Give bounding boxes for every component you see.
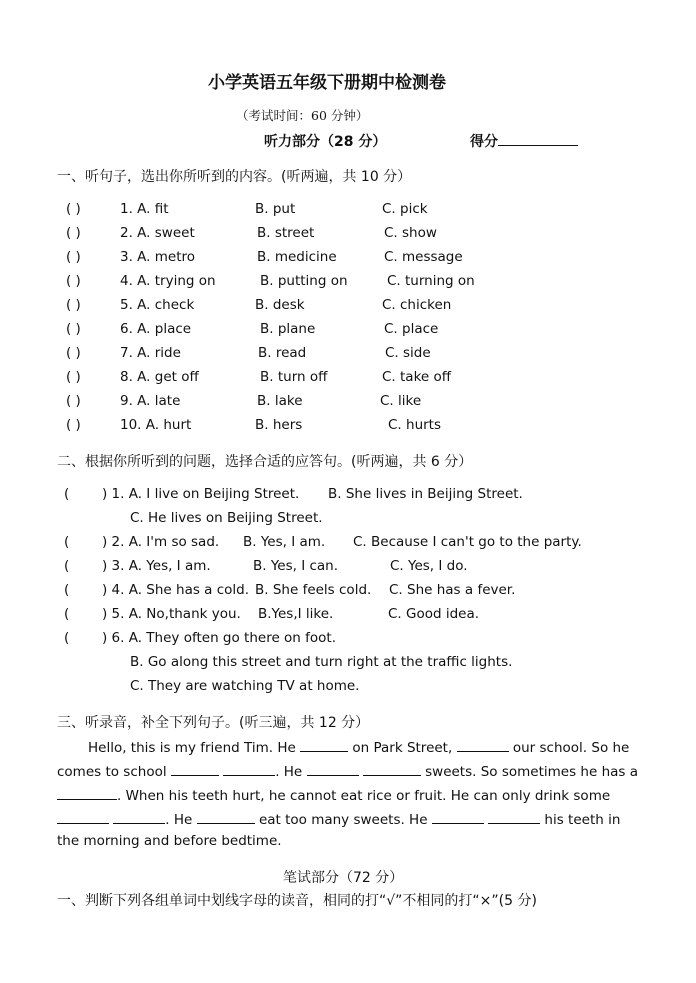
option-c: C. He lives on Beijing Street. bbox=[130, 510, 323, 526]
option-a: 10. A. hurt bbox=[120, 417, 192, 433]
blank-5[interactable] bbox=[307, 761, 359, 776]
option-c: C. turning on bbox=[387, 273, 475, 289]
option-c: C. Because I can't go to the party. bbox=[353, 534, 582, 550]
option-b: B. putting on bbox=[260, 273, 348, 289]
option-c: C. They are watching TV at home. bbox=[130, 678, 360, 694]
answer-paren[interactable]: ( ) bbox=[66, 345, 81, 361]
option-c: C. She has a fever. bbox=[389, 582, 516, 598]
option-b: B.Yes,I like. bbox=[258, 606, 334, 622]
answer-paren[interactable]: ( bbox=[64, 582, 70, 598]
option-b: B. Yes, I am. bbox=[243, 534, 326, 550]
option-b: B. desk bbox=[255, 297, 305, 313]
answer-paren[interactable]: ( bbox=[64, 486, 70, 502]
option-b: B. medicine bbox=[257, 249, 337, 265]
answer-paren[interactable]: ( ) bbox=[66, 369, 81, 385]
option-a: 3. A. metro bbox=[120, 249, 196, 265]
option-c: C. hurts bbox=[388, 417, 441, 433]
passage-line-4: . He eat too many sweets. He his teeth in bbox=[57, 809, 620, 828]
option-b: B. put bbox=[255, 201, 296, 217]
option-c: C. chicken bbox=[382, 297, 452, 313]
option-c: C. Yes, I do. bbox=[390, 558, 468, 574]
option-b: B. street bbox=[257, 225, 315, 241]
section2-heading: 二、根据你所听到的问题，选择合适的应答句。(听两遍，共 6 分） bbox=[57, 454, 473, 470]
option-b: B. She lives in Beijing Street. bbox=[328, 486, 523, 502]
section1-heading: 一、听句子，选出你所听到的内容。(听两遍，共 10 分） bbox=[57, 169, 412, 185]
written-part-heading: 笔试部分（72 分） bbox=[283, 870, 404, 886]
answer-paren[interactable]: ( bbox=[64, 534, 70, 550]
answer-paren[interactable]: ( ) bbox=[66, 393, 81, 409]
option-a: ) 6. A. They often go there on foot. bbox=[102, 630, 337, 646]
answer-paren[interactable]: ( ) bbox=[66, 225, 81, 241]
option-b: B. plane bbox=[260, 321, 316, 337]
blank-4[interactable] bbox=[223, 761, 275, 776]
option-a: ) 5. A. No,thank you. bbox=[102, 606, 241, 622]
option-c: C. show bbox=[384, 225, 437, 241]
answer-paren[interactable]: ( ) bbox=[66, 201, 81, 217]
option-b: B. turn off bbox=[260, 369, 328, 385]
option-b: B. She feels cold. bbox=[255, 582, 372, 598]
option-b: B. Yes, I can. bbox=[253, 558, 339, 574]
blank-8[interactable] bbox=[57, 809, 109, 824]
option-a: 5. A. check bbox=[120, 297, 195, 313]
answer-paren[interactable]: ( ) bbox=[66, 273, 81, 289]
option-a: 6. A. place bbox=[120, 321, 192, 337]
option-a: 2. A. sweet bbox=[120, 225, 195, 241]
option-c: C. pick bbox=[382, 201, 428, 217]
blank-9[interactable] bbox=[113, 809, 165, 824]
page-title: 小学英语五年级下册期中检测卷 bbox=[208, 73, 446, 93]
answer-paren[interactable]: ( ) bbox=[66, 297, 81, 313]
blank-11[interactable] bbox=[432, 809, 484, 824]
option-c: C. message bbox=[384, 249, 463, 265]
exam-time: （考试时间：60 分钟） bbox=[236, 108, 369, 123]
blank-7[interactable] bbox=[57, 785, 117, 800]
option-c: C. place bbox=[384, 321, 439, 337]
written-section1-heading: 一、判断下列各组单词中划线字母的读音，相同的打“√”不相同的打“×”(5 分) bbox=[57, 893, 537, 909]
score-field bbox=[470, 131, 578, 151]
answer-paren[interactable]: ( bbox=[64, 606, 70, 622]
option-b: B. Go along this street and turn right at the traffic lights. bbox=[130, 654, 513, 670]
option-a: ) 3. A. Yes, I am. bbox=[102, 558, 211, 574]
option-b: B. read bbox=[258, 345, 307, 361]
blank-12[interactable] bbox=[488, 809, 540, 824]
score-label: 得分 bbox=[470, 134, 498, 150]
answer-paren[interactable]: ( ) bbox=[66, 417, 81, 433]
passage-line-2: comes to school . He sweets. So sometimes he has a bbox=[57, 761, 638, 780]
answer-paren[interactable]: ( bbox=[64, 630, 70, 646]
listening-part-label: 听力部分（28 分） bbox=[264, 134, 387, 150]
passage-line-5: the morning and before bedtime. bbox=[57, 833, 282, 849]
blank-3[interactable] bbox=[171, 761, 219, 776]
option-c: C. side bbox=[385, 345, 431, 361]
option-a: 9. A. late bbox=[120, 393, 181, 409]
blank-2[interactable] bbox=[457, 737, 509, 752]
blank-1[interactable] bbox=[300, 737, 348, 752]
option-b: B. lake bbox=[257, 393, 303, 409]
answer-paren[interactable]: ( ) bbox=[66, 249, 81, 265]
option-a: ) 4. A. She has a cold. bbox=[102, 582, 250, 598]
blank-10[interactable] bbox=[197, 809, 255, 824]
option-a: 4. A. trying on bbox=[120, 273, 216, 289]
option-a: 8. A. get off bbox=[120, 369, 199, 385]
option-c: C. like bbox=[380, 393, 422, 409]
option-a: ) 1. A. I live on Beijing Street. bbox=[102, 486, 300, 502]
score-blank[interactable] bbox=[498, 131, 578, 146]
passage-line-1: Hello, this is my friend Tim. He on Park Street, our school. So he bbox=[88, 737, 629, 756]
option-a: ) 2. A. I'm so sad. bbox=[102, 534, 220, 550]
option-c: C. Good idea. bbox=[388, 606, 480, 622]
option-a: 7. A. ride bbox=[120, 345, 181, 361]
option-a: 1. A. fit bbox=[120, 201, 169, 217]
option-c: C. take off bbox=[382, 369, 452, 385]
section3-heading: 三、听录音，补全下列句子。(听三遍，共 12 分） bbox=[57, 715, 370, 731]
answer-paren[interactable]: ( bbox=[64, 558, 70, 574]
passage-line-3: . When his teeth hurt, he cannot eat rice or fruit. He can only drink some bbox=[57, 785, 610, 804]
option-b: B. hers bbox=[255, 417, 303, 433]
answer-paren[interactable]: ( ) bbox=[66, 321, 81, 337]
blank-6[interactable] bbox=[363, 761, 421, 776]
